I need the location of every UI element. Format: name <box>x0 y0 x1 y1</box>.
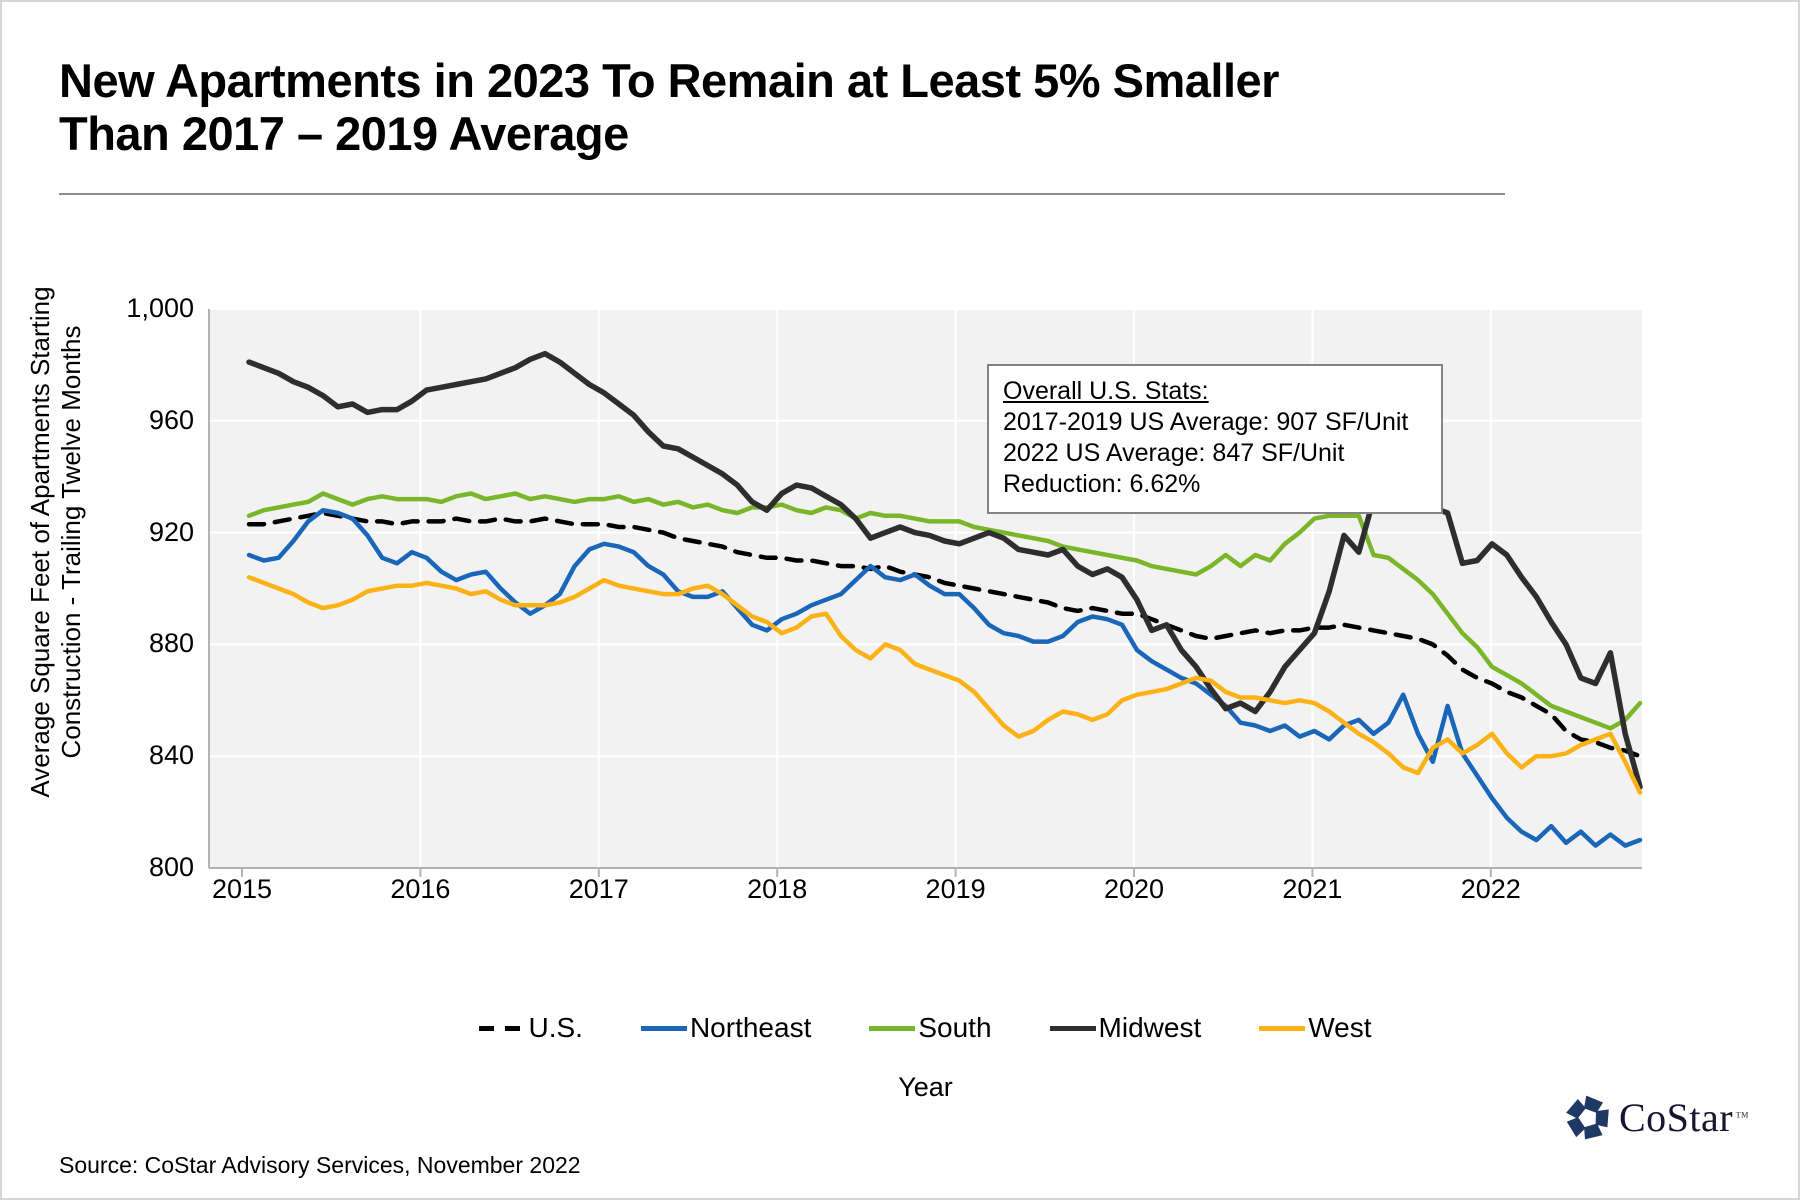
costar-logo <box>1565 1094 1749 1141</box>
costar-pinwheel-icon <box>1565 1095 1611 1141</box>
y-axis-title-line2: Construction - Trailing Twelve Months <box>56 325 86 759</box>
y-axis-title-line1: Average Square Feet of Apartments Starting <box>25 286 55 798</box>
x-tick-label: 2016 <box>390 874 451 904</box>
y-tick-label: 800 <box>148 852 194 882</box>
y-tick-label: 960 <box>148 404 194 435</box>
legend-label-us: U.S. <box>528 1012 583 1043</box>
stats-annotation-box <box>987 364 1443 514</box>
legend-label-northeast: Northeast <box>689 1012 812 1043</box>
x-tick-label: 2021 <box>1282 874 1343 904</box>
legend-label-south: South <box>918 1012 992 1043</box>
stats-line-average-2017-2019: 2017-2019 US Average: 907 SF/Unit <box>1003 408 1409 436</box>
costar-logo-text: CoStar <box>1619 1095 1734 1140</box>
legend-item-midwest <box>1050 1012 1202 1044</box>
x-tick-label: 2018 <box>747 874 808 904</box>
y-tick-label: 840 <box>148 740 194 771</box>
south-line-swatch <box>869 1026 915 1031</box>
x-tick-label: 2017 <box>568 874 629 904</box>
legend-label-west: West <box>1308 1012 1372 1043</box>
y-tick-label: 920 <box>148 516 194 547</box>
stats-line-average-2022: 2022 US Average: 847 SF/Unit <box>1003 439 1345 467</box>
stats-heading: Overall U.S. Stats: <box>1003 377 1209 405</box>
legend-label-midwest: Midwest <box>1098 1012 1202 1043</box>
legend-item-west <box>1259 1012 1371 1044</box>
us-line-swatch <box>479 1026 525 1031</box>
costar-trademark: ™ <box>1735 1109 1749 1125</box>
x-tick-label: 2022 <box>1460 874 1521 904</box>
x-tick-label: 2019 <box>925 874 986 904</box>
west-line-swatch <box>1259 1026 1305 1031</box>
x-axis-title: Year <box>898 1072 953 1102</box>
source-note: Source: CoStar Advisory Services, November 2022 <box>59 1152 581 1178</box>
midwest-line-swatch <box>1050 1026 1096 1031</box>
northeast-line-swatch <box>641 1026 687 1031</box>
x-tick-label: 2020 <box>1103 874 1165 904</box>
legend-item-us <box>479 1012 582 1044</box>
y-tick-label: 880 <box>148 628 194 659</box>
page-title-line1: New Apartments in 2023 To Remain at Least 5% Smaller <box>59 54 1279 107</box>
stats-line-reduction: Reduction: 6.62% <box>1003 470 1201 498</box>
chart-legend <box>209 1008 1642 1048</box>
page-title-line2: Than 2017 – 2019 Average <box>59 107 629 161</box>
legend-item-northeast <box>641 1012 811 1044</box>
x-tick-label: 2015 <box>211 874 273 904</box>
legend-item-south <box>869 1012 991 1044</box>
y-tick-label: 1,000 <box>126 293 194 323</box>
